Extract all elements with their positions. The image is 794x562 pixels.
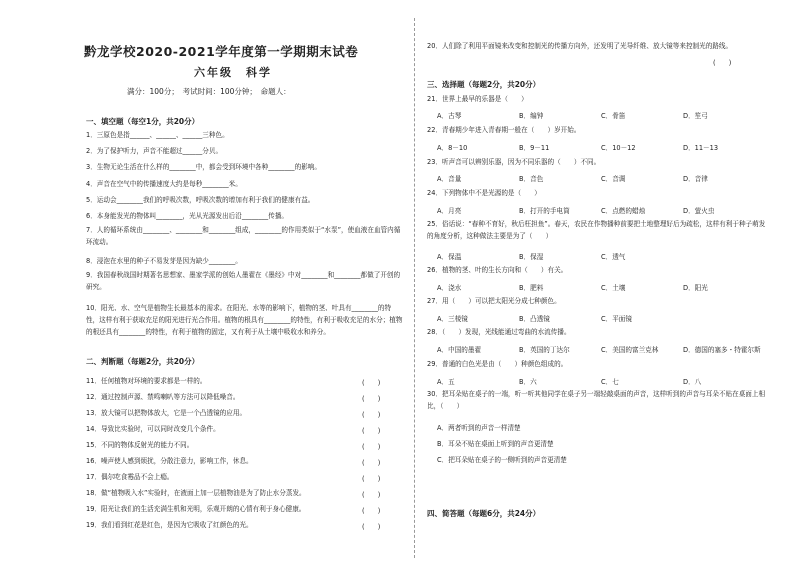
choice-option: B．英国的丁达尔 [519,346,570,354]
choice-option: C．透气 [601,253,626,261]
answer-paren: ( ) [362,395,381,403]
choice-option: A．五 [437,378,455,386]
answer-paren: ( ) [362,523,381,531]
choice-option: A．月亮 [437,207,462,215]
section-judge-heading: 二、判断题（每题2分，共20分） [86,357,200,366]
choice-option: B．六 [519,378,537,386]
fill-question: 3．生物无论生活在什么样的________中，都会受到环境中各种________的影响。 [86,163,321,171]
judge-question-20: 20．人们除了利用平面镜来改变和控制光的传播方向外，还发明了光导纤维、放大镜等来控制光的路线。 [427,42,733,50]
section-choice-heading: 三、选择题（每题2分，共20分） [427,80,541,89]
exam-meta: 满分：100分； 考试时间：100分钟； 命题人： [127,87,291,96]
answer-paren: ( ) [362,427,381,435]
choice-option: B．9－11 [519,144,550,152]
grade-subject: 六年级 科学 [194,66,272,79]
choice-option: D．德国的塞多・特霍尔斯 [683,346,761,354]
judge-question: 16．噪声使人感到烦扰，分散注意力，影响工作，休息。 [86,457,253,465]
choice-option: D．萤火虫 [683,207,715,215]
choice-option: D．阳光 [683,284,708,292]
section-fill-heading: 一、填空题（每空1分，共20分） [86,117,200,126]
fill-question: 4．声音在空气中的传播速度大约是每秒________米。 [86,180,242,188]
judge-question: 11．任何植物对环境的要求都是一样的。 [86,377,207,385]
choice-option: C．把耳朵贴在桌子的一侧听到的声音更清楚 [437,456,567,464]
choice-option: D．音律 [683,175,708,183]
answer-paren: ( ) [362,411,381,419]
choice-option: C．七 [601,378,619,386]
answer-paren: ( ) [362,459,381,467]
choice-question: 25．俗话说：“春种不育好，秋后枉担鱼”。春天，农民在作物播种前要把土地整理好后为疏松，这样有利于种子萌发的角度分析，这种做法主要是为了（ ） [427,220,766,240]
choice-question: 27．用（ ）可以把太阳光分成七种颜色。 [427,297,561,305]
choice-option: B．保湿 [519,253,544,261]
choice-option: A．中国的墨翟 [437,346,482,354]
choice-option: C．10－12 [601,144,636,152]
answer-paren: ( ) [362,379,381,387]
choice-option: A．三棱镜 [437,315,468,323]
choice-option: A．8－10 [437,144,468,152]
choice-option: C．点燃的蜡烛 [601,207,646,215]
choice-option: A．古琴 [437,112,462,120]
choice-option: B．编钟 [519,112,544,120]
choice-question: 24．下列物体中不是光源的是（ ） [427,189,541,197]
judge-question: 19．我们看到红花是红色，是因为它吸收了红颜色的光。 [86,521,253,529]
judge-question: 18．做“植物吸入水”实验时，在液面上加一层植物油是为了防止水分蒸发。 [86,489,306,497]
choice-option: C．土壤 [601,284,626,292]
choice-option: C．平面镜 [601,315,632,323]
fill-question: 7．人的循环系统由________、________和________组成，________的作用类似于“水泵”，使血液在血管内循环流动。 [86,226,401,246]
choice-option: D．11－13 [683,144,719,152]
judge-question: 13．放大镜可以把物体放大，它是一个凸透镜的应用。 [86,409,247,417]
fill-question: 1．三原色是指______、______、______三种色。 [86,131,229,139]
choice-option: D．八 [683,378,702,386]
choice-question: 21．世界上最早的乐器是（ ） [427,95,528,103]
fill-question: 6．本身能发光的物体叫________，光从光源发出后沿________传播。 [86,212,289,220]
choice-question: 29．普通的白色光是由（ ）种颜色组成的。 [427,360,568,368]
answer-paren: ( ) [362,491,381,499]
choice-question: 23．听声音可以辨别乐器，因为不同乐器的（ ）不同。 [427,158,601,166]
choice-option: B．耳朵不贴在桌面上听到的声音更清楚 [437,440,554,448]
fold-divider [414,18,415,558]
choice-question: 26．植物的茎、叶的生长方向和（ ）有关。 [427,266,568,274]
choice-option: A．音量 [437,175,462,183]
answer-paren: ( ) [362,443,381,451]
exam-title: 黔龙学校2020-2021学年度第一学期期末试卷 [84,44,359,59]
choice-option: A．保温 [437,253,462,261]
choice-option: B．音色 [519,175,544,183]
judge-question: 14．导致比实验时，可以同时改变几个条件。 [86,425,220,433]
answer-paren: ( ) [713,59,732,67]
choice-option: A．浇水 [437,284,462,292]
fill-question: 8．浸泡在水里的种子不易发芽是因为缺少________。 [86,257,242,265]
choice-option: B．凸透镜 [519,315,550,323]
choice-option: C．美国的富兰克林 [601,346,659,354]
choice-question: 30．把耳朵贴在桌子的一端，听一听其他同学在桌子另一端轻敲桌面的声音，这样听到的声音与耳朵不贴在桌面上相比，（ ） [427,390,766,410]
choice-option: D．笙弓 [683,112,708,120]
judge-question: 17．偶尔吃食霉品不会上瘾。 [86,473,174,481]
answer-paren: ( ) [362,507,381,515]
choice-option: C．骨笛 [601,112,626,120]
choice-option: A．两者听到的声音一样清楚 [437,424,521,432]
fill-question: 9．我国春秋战国时期著名思想家、墨家学派的创始人墨翟在《墨经》中对________和________都做了开创的研究。 [86,271,401,291]
judge-question: 19．阳光让我们的生活充满生机和光明，乐观开朗的心情有利于身心健康。 [86,505,306,513]
choice-option: C．音调 [601,175,626,183]
fill-question: 2．为了保护听力，声音不能超过______分贝。 [86,147,223,155]
choice-question: 22．青春期少年进入青春期一般在（ ）岁开始。 [427,126,581,134]
judge-question: 12．通过控制声源、禁鸣喇叭等方法可以降低噪音。 [86,393,240,401]
judge-question: 15．不同的物体反射光的能力不同。 [86,441,194,449]
fill-question: 5．运动会________我们的呼吸次数，呼吸次数的增加有利于我们的健康有益。 [86,196,315,204]
choice-question: 28．（ ）发现，光线能通过弯曲的水流传播。 [427,328,571,336]
answer-paren: ( ) [362,475,381,483]
section-short-heading: 四、简答题（每题6分，共24分） [427,509,541,518]
fill-question: 10．阳光、水、空气是植物生长最基本的需求。在阳光、水等的影响下，植物的茎、叶具有________的特性，这样有利于获取充足的阳光进行光合作用。植物的根具有________的特性，有利于吸收充足的水分；植物的根还具有________的特性，有利于植物的固定，又有利于从土壤中吸收水和养分。 [86,304,403,336]
choice-option: B．肥料 [519,284,544,292]
choice-option: B．打开的手电筒 [519,207,570,215]
